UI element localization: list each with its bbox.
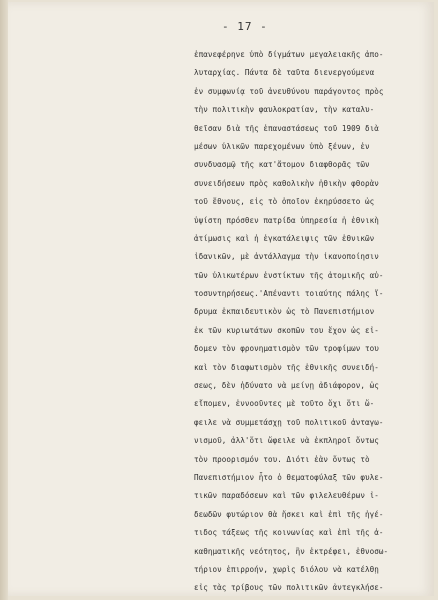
text-line: τήριον ἐπιρροήν, χωρὶς διόλου νὰ κατέλθῃ xyxy=(194,564,379,574)
page-binding-edge xyxy=(0,0,8,600)
text-line: ἰδανικῶν, μὲ ἀντάλλαγμα τὴν ἱκανοποίησιν xyxy=(194,252,379,262)
text-line: Πανεπιστήμιον ἦτο ὁ θεματοφύλαξ τῶν φυλε- xyxy=(194,472,384,482)
text-line: νισμοῦ, ἀλλ'ὅτι ὤφειλε νὰ ἐκπληροῖ ὄντως xyxy=(194,436,379,446)
page-number: - 17 - xyxy=(222,20,268,33)
text-line: τὴν πολιτικὴν φαυλοκρατίαν, τὴν καταλυ- xyxy=(194,105,375,115)
text-line: τοῦ ἔθνους, εἰς τὸ ὁποῖον ἐκηρύσσετο ὡς xyxy=(194,197,375,207)
text-line: τιδος τάξεως τῆς κοινωνίας καὶ ἐπὶ τῆς ἀ- xyxy=(194,528,384,538)
text-line: λυταρχίας. Πάντα δὲ ταῦτα διενεργούμενα xyxy=(194,68,375,78)
text-line: ἐπανεφέρηνε ὑπὸ δίγμάτων μεγαλειακῆς ἀπο- xyxy=(194,50,384,59)
text-line: καὶ τὸν διαφωτισμὸν τῆς ἐθνικῆς συνειδή- xyxy=(194,362,379,372)
text-line: ἐκ τῶν κυριωτάτων σκοπῶν του ἔχον ὡς εἰ- xyxy=(194,325,379,335)
text-line: εἰς τὰς τρίβους τῶν πολιτικῶν ἀντεγκλήσε- xyxy=(194,583,384,593)
text-line: σεως, δὲν ἠδύνατο νὰ μείνῃ ἀδιάφορον, ὡς xyxy=(194,381,379,391)
text-line: τῶν ὑλικωτέρων ἐνστίκτων τῆς ἀτομικῆς αὐ- xyxy=(194,270,384,280)
text-line: θεῖσαν διὰ τῆς ἐπαναστάσεως τοῦ 1909 διὰ xyxy=(194,123,379,133)
text-line: εἴπομεν, ἐννοοῦντες μὲ τοῦτο ὅχι ὅτι ὤ- xyxy=(194,399,375,409)
text-line: ἀτίμωσις καὶ ἡ ἐγκατάλειψις τῶν ἐθνικῶν xyxy=(194,233,375,243)
text-line: τικῶν παραδόσεων καὶ τῶν φιλελευθέρων ἰ- xyxy=(194,491,379,501)
text-line: καθηματικῆς νεότητος, ἣν ἐκτρέφει, ἐθνοσω- xyxy=(194,546,389,556)
text-line: ὑψίστη πρόσθεν πατρίδα ὑπηρεσία ἡ ἐθνικὴ xyxy=(194,215,379,225)
text-line: ἐν συμφωνίᾳ τοῦ ἀνευθύνου παράγοντος πρὸς xyxy=(194,86,384,96)
document-page xyxy=(8,2,434,596)
text-line: φειλε νὰ συμμετάσχῃ τοῦ πολιτικοῦ ἀνταγω- xyxy=(194,417,384,427)
text-line: συνειδήσεων πρὸς καθολικὴν ἠθικὴν φθορὰν xyxy=(194,178,379,188)
text-line: τοσυντηρήσεως.'Απέναντι τοιαύτης πάλης ἵ- xyxy=(194,289,384,299)
text-line: δεωδῶν φυτώριον θὰ ἤσκει καὶ ἐπὶ τῆς ἡγέ- xyxy=(194,509,384,519)
text-line: τὸν προορισμόν του. Διότι ἐὰν ὄντως τὸ xyxy=(194,454,370,464)
body-text xyxy=(194,46,434,598)
text-line: δρυμα ἐκπαιδευτικὸν ὡς τὸ Πανεπιστήμιον xyxy=(194,307,375,317)
text-line: δομεν τὸν φρονηματισμὸν τῶν τροφίμων του xyxy=(194,344,379,354)
text-line: συνδυασμῷ τῆς κατ'ἄτομον διαφθορᾶς τῶν xyxy=(194,160,370,170)
text-line: μέσων ὑλικῶν παρεχομένων ὑπὸ ξένων, ἐν xyxy=(194,141,370,151)
